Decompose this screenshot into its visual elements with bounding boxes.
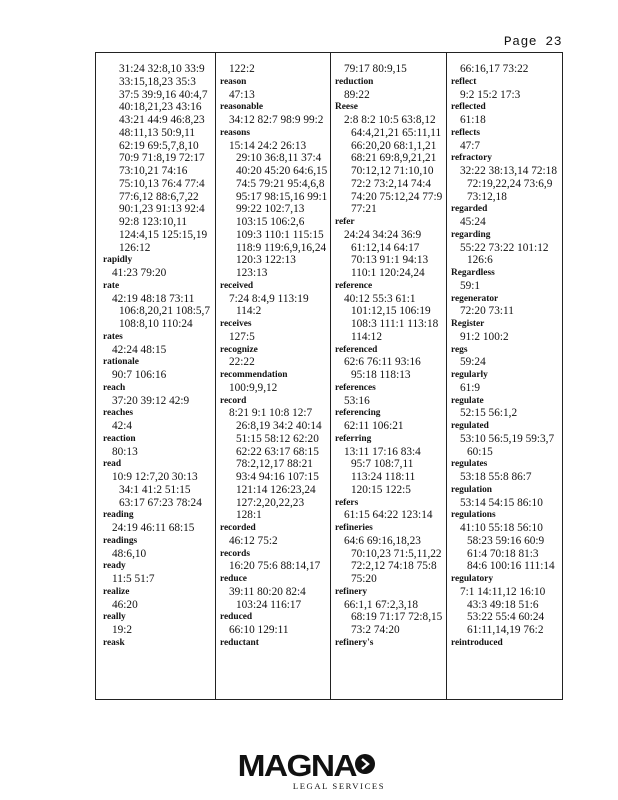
page-line-reference: 48:6,10 [112,547,147,560]
page-line-reference: 46:12 75:2 [229,534,278,547]
index-term: regulate [451,395,484,406]
page-line-reference: 42:4 [112,420,133,432]
page-line-reference: 19:2 [112,624,133,636]
page-line-reference: 16:20 75:6 88:14,17 [229,560,321,573]
index-term: Reese [335,102,358,113]
index-term: receives [220,319,252,329]
index-term: reduce [220,574,247,584]
page-line-reference: 66:20,20 68:1,1,21 [351,139,437,152]
column-divider [446,53,447,699]
page-line-reference: 15:14 24:2 26:13 [229,139,307,152]
page-line-reference: 26:8,19 34:2 40:14 [236,420,322,432]
page-line-reference: 101:12,15 106:19 [351,305,431,318]
page-line-reference: 103:24 116:17 [236,598,302,611]
page-line-reference: 84:6 100:16 111:14 [467,560,555,573]
page-line-reference: 40:12 55:3 61:1 [344,292,416,305]
page-line-reference: 61:9 [460,381,481,394]
page-line-reference: 61:4 70:18 81:3 [467,547,539,560]
index-term: referencing [335,408,381,419]
index-column-3 [335,63,445,650]
page-line-reference: 43:3 49:18 51:6 [467,598,539,611]
page-line-reference: 123:13 [236,267,268,279]
page-line-reference: 72:2,12 74:18 75:8 [351,560,437,573]
index-term: regulatory [451,574,494,584]
page-line-reference: 37:5 39:9,16 40:4,7 [119,88,208,101]
page-line-reference: 37:20 39:12 42:9 [112,394,190,407]
page-line-reference: 7:24 8:4,9 113:19 [229,292,309,305]
page-line-reference: 108:3 111:1 113:18 [351,318,439,330]
page-line-reference: 72:2 73:2,14 74:4 [351,177,432,190]
index-term: ready [103,561,126,572]
page-line-reference: 24:24 34:24 36:9 [344,228,422,241]
page-line-reference: 79:17 80:9,15 [344,63,407,75]
page-line-reference: 39:11 80:20 82:4 [229,585,306,598]
page-line-reference: 73:2 74:20 [351,624,400,636]
page-line-reference: 45:24 [460,216,486,228]
page-line-reference: 52:15 56:1,2 [460,407,518,420]
index-term: reading [103,510,134,521]
index-term: records [220,548,251,559]
page-line-reference: 70:10,23 71:5,11,22 [351,547,442,560]
page-line-reference: 59:24 [460,356,486,369]
index-term: reask [103,637,125,648]
index-term: reintroduced [451,637,503,648]
page-line-reference: 103:15 106:2,6 [236,216,305,228]
page-line-reference: 109:3 110:1 115:15 [236,228,324,241]
brand-logo [0,748,618,791]
page-line-reference: 51:15 58:12 62:20 [236,432,319,445]
page-line-reference: 114:2 [236,305,262,318]
index-term: read [103,459,122,470]
page-line-reference: 70:13 91:1 94:13 [351,254,429,267]
page-line-reference: 58:23 59:16 60:9 [467,534,545,547]
page-line-reference: 53:14 54:15 86:10 [460,496,543,509]
page-line-reference: 114:12 [351,330,382,343]
brand-name: MAGNA [237,748,357,783]
page-line-reference: 73:12,18 [467,190,507,203]
page-line-reference: 13:11 17:16 83:4 [344,445,421,458]
page-line-reference: 47:13 [229,88,255,101]
page-line-reference: 64:6 69:16,18,23 [344,534,421,547]
index-term: regulations [451,510,496,521]
index-term: regarding [451,229,491,240]
column-divider [215,53,216,699]
index-term: refer [335,217,355,227]
index-term: reflected [451,102,486,113]
page-line-reference: 47:7 [460,139,481,152]
page-line-reference: 29:10 36:8,11 37:4 [236,152,322,165]
page-line-reference: 42:24 48:15 [112,343,167,356]
page-line-reference: 34:1 41:2 51:15 [119,483,191,496]
index-term: regulated [451,421,489,431]
page-line-reference: 122:2 [229,63,255,75]
page-line-reference: 95:7 108:7,11 [351,458,414,471]
page-line-reference: 61:12,14 64:17 [351,241,420,254]
page-line-reference: 59:1 [460,279,481,292]
page-line-reference: 24:19 46:11 68:15 [112,522,195,534]
page-line-reference: 62:22 63:17 68:15 [236,445,319,458]
index-term: rates [103,331,123,342]
page-line-reference: 53:18 55:8 86:7 [460,471,532,483]
index-term: reasonable [220,102,264,113]
page-line-reference: 7:1 14:11,12 16:10 [460,585,546,598]
page-line-reference: 120:3 122:13 [236,254,296,267]
page-line-reference: 113:24 118:11 [351,471,416,483]
page-line-reference: 80:13 [112,445,138,458]
page-line-reference: 42:19 48:18 73:11 [112,292,195,305]
page-line-reference: 64:4,21,21 65:11,11 [351,126,442,139]
page-line-reference: 75:20 [351,573,377,585]
page-line-reference: 53:16 [344,394,370,407]
page-line-reference: 46:20 [112,598,138,611]
index-frame [95,52,563,700]
index-term: rationale [103,357,139,368]
index-term: reaches [103,408,134,419]
index-term: reasons [220,127,251,138]
page-line-reference: 31:24 32:8,10 33:9 [119,63,205,75]
page-line-reference: 62:6 76:11 93:16 [344,356,421,369]
index-term: refineries [335,523,373,533]
index-term: regulation [451,484,492,495]
page-line-reference: 22:22 [229,356,255,369]
page-line-reference: 60:15 [467,445,493,458]
index-term: rapidly [103,255,133,266]
column-divider [330,53,331,699]
page-line-reference: 68:19 71:17 72:8,15 [351,611,443,624]
index-term: really [103,612,126,623]
index-term: Regardless [451,268,495,278]
index-term: reflects [451,127,480,138]
page-line-reference: 66:10 129:11 [229,624,289,636]
page-line-reference: 61:11,14,19 76:2 [467,624,544,636]
page-line-reference: 90:1,23 91:13 92:4 [119,203,205,216]
page-line-reference: 43:21 44:9 46:8,23 [119,114,205,126]
page-line-reference: 41:23 79:20 [112,267,167,279]
page-line-reference: 61:15 64:22 123:14 [344,509,433,522]
page-line-reference: 10:9 12:7,20 30:13 [112,471,198,483]
index-term: refinery's [335,637,374,648]
page-line-reference: 2:8 8:2 10:5 63:8,12 [344,114,436,126]
index-term: record [220,395,247,406]
page-line-reference: 78:2,12,17 88:21 [236,458,313,471]
index-term: reference [335,280,373,291]
page-line-reference: 55:22 73:22 101:12 [460,241,549,254]
index-term: reduction [335,76,374,87]
index-term: regarded [451,204,488,215]
index-term: regularly [451,370,488,380]
page-line-reference: 70:12,12 71:10,10 [351,165,434,177]
page-line-reference: 74:5 79:21 95:4,6,8 [236,177,325,190]
index-term: references [335,382,376,393]
index-term: refractory [451,153,492,164]
page-line-reference: 53:10 56:5,19 59:3,7 [460,432,555,445]
page-line-reference: 108:8,10 110:24 [119,318,193,330]
brand-subtitle: LEGAL SERVICES [292,781,386,791]
page-line-reference: 77:21 [351,203,377,216]
index-term: readings [103,535,138,546]
page-line-reference: 77:6,12 88:6,7,22 [119,190,199,203]
page-line-reference: 40:20 45:20 64:6,15 [236,165,328,177]
page-line-reference: 92:8 123:10,11 [119,216,187,228]
page-line-reference: 9:2 15:2 17:3 [460,88,521,101]
page-line-reference: 127:2,20,22,23 [236,496,305,509]
page-line-reference: 106:8,20,21 108:5,7 [119,305,211,318]
page-line-reference: 61:18 [460,114,486,126]
page-line-reference: 53:22 55:4 60:24 [467,611,545,624]
page-line-reference: 110:1 120:24,24 [351,267,425,279]
index-term: reach [103,382,126,393]
index-term: reduced [220,612,253,623]
index-term: reductant [220,637,259,648]
index-term: rate [103,280,120,291]
index-column-1 [103,63,213,650]
page-line-reference: 93:4 94:16 107:15 [236,471,319,483]
page-line-reference: 95:18 118:13 [351,369,411,381]
index-term: recommendation [220,370,288,380]
page-line-reference: 72:20 73:11 [460,305,514,318]
page-line-reference: 41:10 55:18 56:10 [460,522,543,534]
page-line-reference: 72:19,22,24 73:6,9 [467,177,553,190]
page-line-reference: 62:11 106:21 [344,420,404,432]
page-line-reference: 100:9,9,12 [229,381,278,394]
page-line-reference: 75:10,13 76:4 77:4 [119,177,205,190]
page-line-reference: 33:15,18,23 35:3 [119,75,196,88]
page-line-reference: 126:6 [467,254,493,267]
index-term: realize [103,586,130,597]
index-term: received [220,280,254,291]
page-line-reference: 95:17 98:15,16 99:1 [236,190,328,203]
page-line-reference: 11:5 51:7 [112,573,155,585]
index-term: reflect [451,76,477,87]
page-line-reference: 90:7 106:16 [112,369,167,381]
page-line-reference: 124:4,15 125:15,19 [119,228,208,241]
page-line-reference: 68:21 69:8,9,21,21 [351,152,437,165]
index-term: regenerator [451,293,499,304]
index-term: recorded [220,523,256,533]
index-column-2 [220,63,330,650]
page-line-reference: 127:5 [229,330,255,343]
index-term: refers [335,497,359,508]
page-line-reference: 73:10,21 74:16 [119,165,188,177]
index-term: Register [451,319,485,329]
page-line-reference: 70:9 71:8,19 72:17 [119,152,205,165]
page-line-reference: 48:11,13 50:9,11 [119,126,196,139]
page-line-reference: 121:14 126:23,24 [236,483,316,496]
page-line-reference: 118:9 119:6,9,16,24 [236,241,327,254]
index-term: referring [335,433,372,444]
page-line-reference: 8:21 9:1 10:8 12:7 [229,407,313,420]
page-line-reference: 32:22 38:13,14 72:18 [460,165,557,177]
page-line-reference: 120:15 122:5 [351,483,411,496]
page-line-reference: 128:1 [236,509,262,522]
page-line-reference: 66:16,17 73:22 [460,63,529,75]
page-line-reference: 126:12 [119,241,151,254]
index-column-4 [451,63,561,650]
page-line-reference: 62:19 69:5,7,8,10 [119,139,199,152]
page-line-reference: 91:2 100:2 [460,330,509,343]
index-term: reaction [103,433,136,444]
page-line-reference: 63:17 67:23 78:24 [119,496,202,509]
page-line-reference: 99:22 102:7,13 [236,203,305,216]
index-term: regulates [451,459,488,470]
page-line-reference: 40:18,21,23 43:16 [119,101,202,114]
index-term: referenced [335,344,378,355]
page-line-reference: 74:20 75:12,24 77:9 [351,190,443,203]
index-term: refinery [335,586,368,597]
page-line-reference: 34:12 82:7 98:9 99:2 [229,114,324,126]
page-line-reference: 89:22 [344,88,370,101]
page-number: Page 23 [503,34,562,49]
arrow-circle-icon [354,753,376,780]
page-line-reference: 66:1,1 67:2,3,18 [344,598,419,611]
index-term: recognize [220,344,258,355]
index-term: reason [220,76,247,87]
index-term: regs [451,344,468,355]
